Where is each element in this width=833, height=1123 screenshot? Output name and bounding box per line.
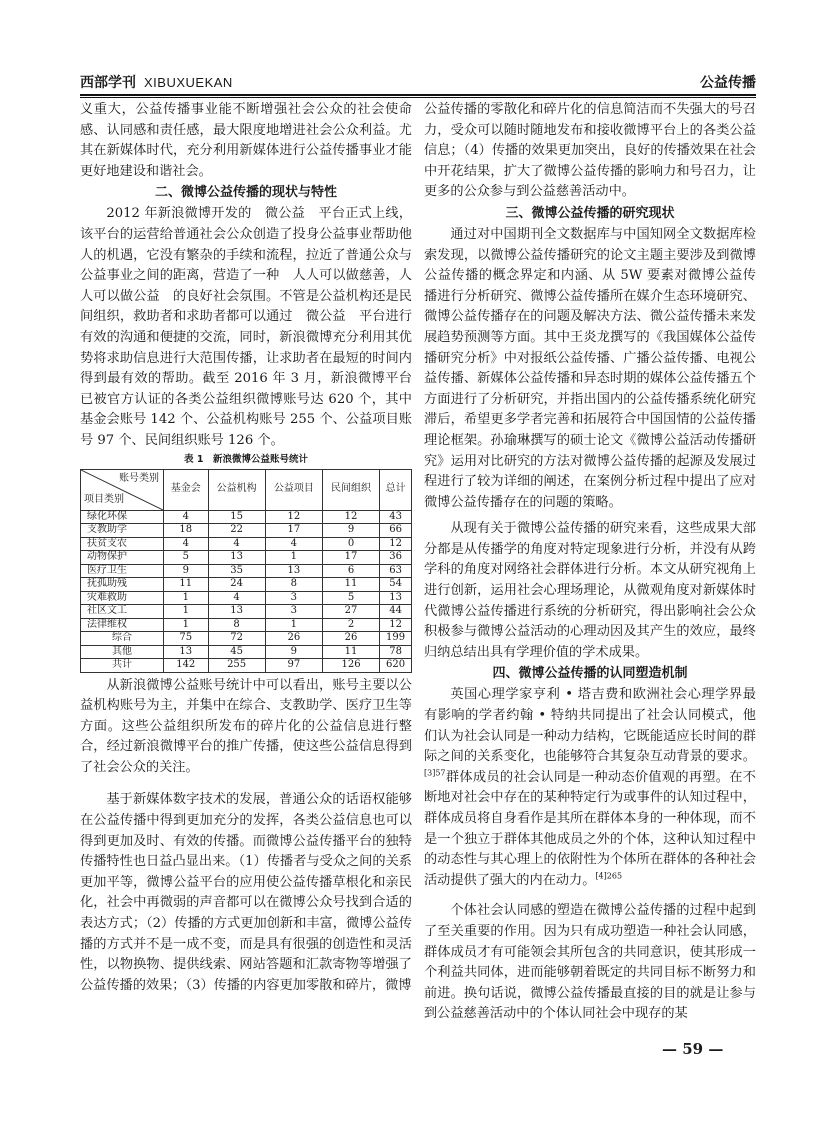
journal-name-en: XIBUXUEKAN [144,75,233,90]
table-cell: 97 [265,659,322,673]
table-corner-header [81,469,164,510]
table-cell: 0 [322,537,379,551]
column-header: 民间组织 [322,469,379,510]
table-cell: 26 [322,632,379,646]
citation: [3]57 [424,768,446,778]
table-row [81,632,412,646]
table-caption: 表 1 新浪微博公益账号统计 [184,453,308,465]
section-heading-4: 四、微博公益传播的认同塑造机制 [492,666,688,682]
table-cell: 2 [322,618,379,632]
header-rule-thin [80,97,756,98]
paragraph-text: 群体成员的社会认同是一种动态价值观的再塑。在不断地对社会中存在的某种特定行为或事件的认知过程中，群体成员将自身看作是其所在群体本身的一种体现，而不是一个独立于群体其他成员之外的个体，这种认知过程中的动态性与其心理上的依附性为个体所在群体的各种社会活动提供了强大的内在动力。 [424,769,756,888]
running-header [80,72,756,94]
section-heading-3: 三、微博公益传播的研究现状 [505,205,675,221]
section-name: 公益传播 [700,75,756,91]
table-cell: 44 [380,605,412,619]
table-cell: 43 [380,510,412,524]
table-cell: 3 [265,591,322,605]
table-cell: 13 [208,605,265,619]
row-label: 综合 [81,632,164,646]
corner-top-label: 账号类别 [119,472,159,484]
table-cell: 17 [265,524,322,538]
row-label: 动物保护 [81,551,164,565]
corner-bottom-label: 项目类别 [84,494,124,505]
table-cell: 1 [164,605,209,619]
table-row [81,551,412,565]
table-cell: 11 [164,578,209,592]
row-label: 扶贫支农 [81,537,164,551]
table-row [81,618,412,632]
table-cell: 75 [164,632,209,646]
citation: [4]265 [595,871,623,881]
row-label: 法律维权 [81,618,164,632]
table-cell: 78 [380,645,412,659]
table-cell: 12 [322,510,379,524]
paragraph: 通过对中国期刊全文数据库与中国知网全文数据库检索发现，以微博公益传播研究的论文主题主要涉及到微博公益传播的概念界定和内涵、从 5W 要素对微博公益传播进行分析研究、微博公益传播所在媒介生态环境研究、微博公益传播存在的问题及解决方法、微公益传播未来发展趋势预测等方面。其中王炎龙撰写的《我国媒体公益传播研究分析》中对报纸公益传播、广播公益传播、电视公益传播、新媒体公益传播和异态时期的媒体公益传播五个方面进行了分析研究，并指出国内的公益传播系统化研究滞后，希望更多学者完善和拓展符合中国国情的公益传播理论框架。孙瑜琳撰写的硕士论文《微博公益活动传播研究》运用对比研究的方法对微博公益传播的起源及发展过程进行了较为详细的阐述，在案例分析过程中提出了应对微博公益传播存在的问题的策略。 [424,226,756,510]
table-cell: 12 [380,537,412,551]
right-column [424,100,756,1025]
table-cell: 26 [265,632,322,646]
table-cell: 63 [380,564,412,578]
paragraph-text: 英国心理学家亨利 • 塔吉费和欧洲社会心理学界最有影响的学者约翰 • 特纳共同提出了社会认同模式，他们认为社会认同是一种动力结构，它既能适应长时间的群际之间的关系变化，也能够符合其复杂互动背景的要求。 [424,687,756,765]
table-cell: 12 [265,510,322,524]
table-cell: 1 [164,591,209,605]
table-cell: 13 [208,551,265,565]
left-column [80,100,412,996]
table-cell: 72 [208,632,265,646]
table-row [81,605,412,619]
row-label: 支教助学 [81,524,164,538]
table-cell: 9 [265,645,322,659]
paragraph [424,685,756,891]
paragraph: 2012 年新浪微博开发的 微公益 平台正式上线，该平台的运营给普通社会公众创造了投身公益事业帮助他人的机遇，它没有繁杂的手续和流程，拉近了普通公众与公益事业之间的距离，营造了一种 人人可以做慈善，人人可以做公益 的良好社会氛围。不管是公益机构还是民间组织，救助者和求助者都可以通过 微公益 平台进行有效的沟通和便捷的交流，同时，新浪微博充分利用其优势将求助信息进行大范围传播，让求助者在最短的时间内得到最有效的帮助。截至 2016 年 3 月，新浪微博平台已被官方认证的各类公益组织微博账号达 620 个，其中基金会账号 142 个、公益机构账号 255 个、公益项目账号 97 个、民间组织账号 126 个。 [80,206,412,448]
paragraph: 公益传播的零散化和碎片化的信息简洁而不失强大的号召力，受众可以随时随地发布和接收微博平台上的各类公益信息；（4）传播的效果更加突出，良好的传播效果在社会中开花结果，扩大了微博公益传播的影响力和号召力，让更多的公众参与到公益慈善活动中。 [424,102,756,200]
table-cell: 3 [265,605,322,619]
table-cell: 9 [322,524,379,538]
paragraph: 基于新媒体数字技术的发展，普通公众的话语权能够在公益传播中得到更加充分的发挥，各类公益信息也可以得到更加及时、有效的传播。而微博公益传播平台的独特传播特性也日益凸显出来。（1）传播者与受众之间的关系更加平等，微博公益平台的应用使公益传播草根化和亲民化，社会中再微弱的声音都可以在微博公众号找到合适的表达方式；（2）传播的方式更加创新和丰富，微博公益传播的方式并不是一成不变，而是具有很强的创造性和灵活性，以物换物、提供线索、网站答题和汇款寄物等增强了公益传播的效果；（3）传播的内容更加零散和碎片，微博 [80,792,412,993]
paragraph: 义重大，公益传播事业能不断增强社会公众的社会使命感、认同感和责任感，最大限度地增进社会公众利益。尤其在新媒体时代，充分利用新媒体进行公益传播事业才能更好地建设和谐社会。 [80,102,412,179]
table-row [81,524,412,538]
table-cell: 9 [164,564,209,578]
table-cell: 24 [208,578,265,592]
section-heading-2: 二、微博公益传播的现状与特性 [154,185,337,201]
journal-name [80,72,233,92]
row-label: 社区文工 [81,605,164,619]
table-cell: 18 [164,524,209,538]
column-header: 公益机构 [208,469,265,510]
table-cell: 13 [265,564,322,578]
column-header: 基金会 [164,469,209,510]
row-label: 其他 [81,645,164,659]
journal-name-cn: 西部学刊 [80,75,136,91]
table-cell: 12 [380,618,412,632]
table-cell: 36 [380,551,412,565]
table-total-row [81,659,412,673]
table-cell: 620 [380,659,412,673]
table-cell: 1 [164,618,209,632]
account-stats-table [80,469,412,673]
paragraph: 个体社会认同感的塑造在微博公益传播的过程中起到了至关重要的作用。因为只有成功塑造一种社会认同感，群体成员才有可能领会其所包含的共同意识，使其形成一个利益共同体，进而能够朝着既定的共同目标不断努力和前进。换句话说，微博公益传播最直接的目的就是让参与到公益慈善活动中的个体认同社会中现存的某 [424,903,756,1022]
table-cell: 8 [265,578,322,592]
table-body [81,510,412,672]
page-number: — 59 — [662,1040,724,1058]
paragraph: 从现有关于微博公益传播的研究来看，这些成果大部分都是从传播学的角度对特定现象进行分析，并没有从跨学科的角度对网络社会群体进行分析。本文从研究视角上进行创新，运用社会心理场理论，从微观角度对新媒体时代微博公益传播进行系统的分析研究，得出影响社会公众积极参与微博公益活动的心理动因及其产生的效应，最终归纳总结出具有学理价值的学术成果。 [424,521,756,660]
table-cell: 13 [380,591,412,605]
table-cell: 4 [265,537,322,551]
table-row [81,510,412,524]
table-cell: 6 [322,564,379,578]
table-cell: 15 [208,510,265,524]
row-label: 共计 [81,659,164,673]
table-cell: 4 [208,591,265,605]
table-cell: 27 [322,605,379,619]
table-cell: 142 [164,659,209,673]
table-row [81,578,412,592]
row-label: 医疗卫生 [81,564,164,578]
table-cell: 5 [164,551,209,565]
table-cell: 255 [208,659,265,673]
table-cell: 13 [164,645,209,659]
table-cell: 1 [265,618,322,632]
table-cell: 35 [208,564,265,578]
row-label: 抚孤助残 [81,578,164,592]
table-cell: 54 [380,578,412,592]
table-cell: 199 [380,632,412,646]
table-cell: 11 [322,578,379,592]
column-header: 公益项目 [265,469,322,510]
table-cell: 4 [164,537,209,551]
row-label: 绿化环保 [81,510,164,524]
table-cell: 17 [322,551,379,565]
table-cell: 4 [208,537,265,551]
table-row [81,564,412,578]
table-cell: 22 [208,524,265,538]
table-cell: 1 [265,551,322,565]
table-cell: 126 [322,659,379,673]
table-cell: 4 [164,510,209,524]
table-row [81,645,412,659]
table-row [81,537,412,551]
table-row [81,591,412,605]
column-header: 总计 [380,469,412,510]
paragraph: 从新浪微博公益账号统计中可以看出，账号主要以公益机构账号为主，并集中在综合、支教助学、医疗卫生等方面。这些公益组织所发布的碎片化的公益信息进行整合，经过新浪微博平台的推广传播，使这些公益信息得到了社会公众的关注。 [80,677,412,775]
table-cell: 66 [380,524,412,538]
row-label: 灾难救助 [81,591,164,605]
table-cell: 11 [322,645,379,659]
table-cell: 8 [208,618,265,632]
table-cell: 45 [208,645,265,659]
header-rule-thick [80,94,756,96]
table-cell: 5 [322,591,379,605]
